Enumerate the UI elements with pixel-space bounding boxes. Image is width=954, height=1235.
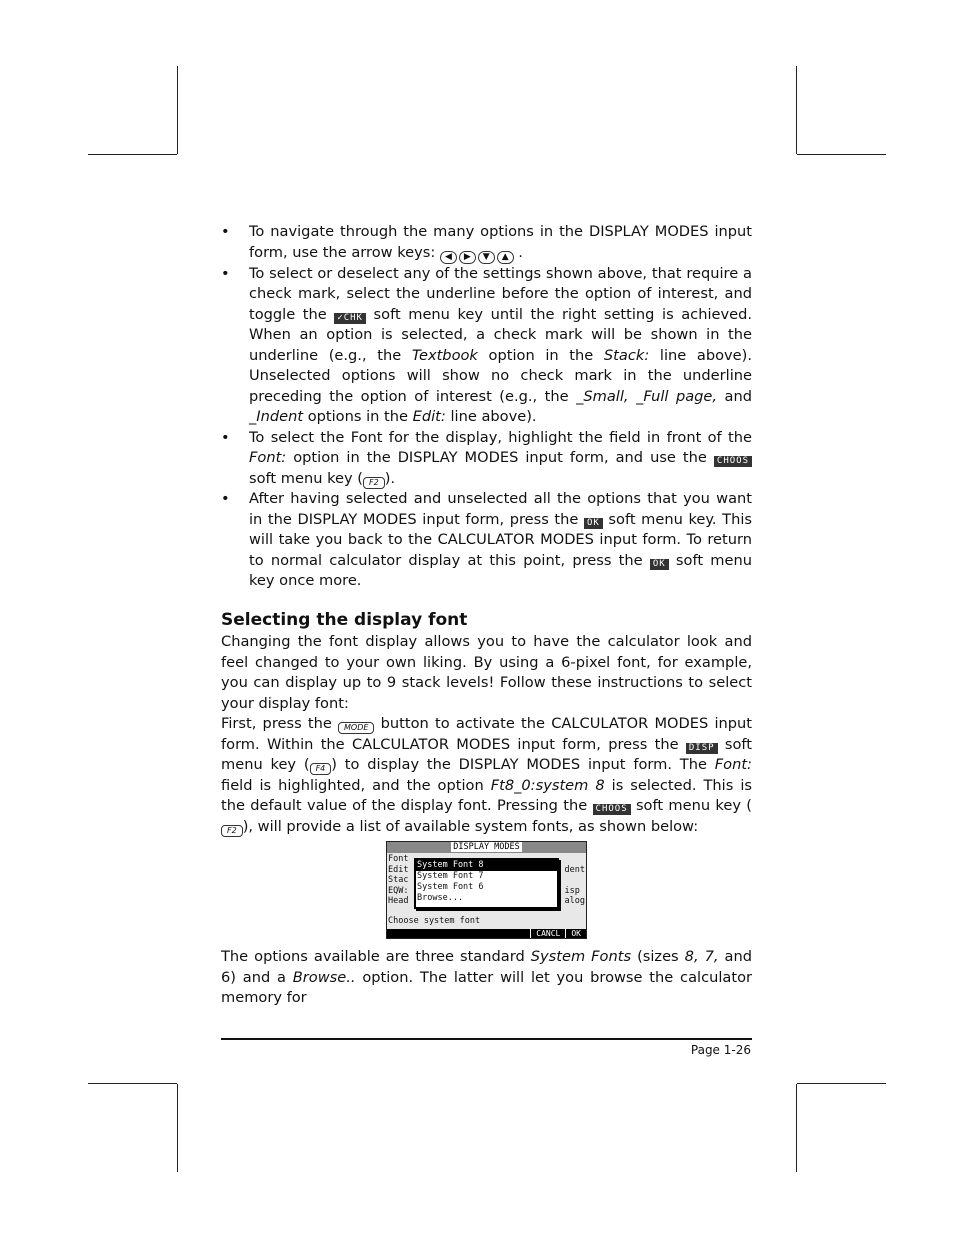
cancel-soft-key[interactable]: CANCL <box>530 929 565 938</box>
crop-mark-tr-v <box>796 66 797 154</box>
list-item: • After having selected and unselected all the options that you want in the DISPLAY MODES input form, press the OK soft menu key. This will take you back to the CALCULATOR MODES input form. To return to normal calculator display at this point, press the OK soft menu key once more. <box>221 489 752 592</box>
screen-label: alog <box>564 896 585 906</box>
f2-key-icon: F2 <box>363 477 385 489</box>
section-heading: Selecting the display font <box>221 609 468 630</box>
choos-soft-key-icon: CHOOS <box>593 804 631 815</box>
screen-label: dent <box>564 864 585 875</box>
screen-label <box>565 875 585 886</box>
font-option[interactable]: System Font 6 <box>417 882 484 892</box>
screen-prompt: Choose system font <box>388 916 481 926</box>
mode-key-icon: MODE <box>338 722 374 734</box>
list-item: • To navigate through the many options in the DISPLAY MODES input form, use the arrow keys: ◀ ▶ ▼ ▲ . <box>221 222 752 264</box>
list-item: • To select or deselect any of the settings shown above, that require a check mark, select the underline before the option of interest, and toggle the ✓CHK soft menu key until the right setting is achieved. When an option is selected, a check mark will be shown in the underline (e.g., the Textbook option in the Stack: line above). Unselected options will show no check mark in the underline preceding the option of interest (e.g., the _Small, _Full page, and _Indent options in the Edit: line above). <box>221 264 752 428</box>
footer-rule <box>221 1038 752 1040</box>
crop-mark-tr-h <box>797 154 886 155</box>
list-item: • To select the Font for the display, highlight the field in front of the Font: option in the DISPLAY MODES input form, and use the CHOOS soft menu key ( F2 ). <box>221 428 752 490</box>
page-number: Page 1-26 <box>690 1043 751 1057</box>
screen-soft-menu <box>387 929 586 938</box>
screen-label <box>565 854 585 865</box>
crop-mark-br-h <box>797 1083 886 1084</box>
crop-mark-br-v <box>796 1084 797 1172</box>
ok-soft-key[interactable]: OK <box>565 929 586 938</box>
chk-soft-key-icon: ✓CHK <box>334 313 366 324</box>
screen-title: DISPLAY MODES <box>387 842 586 853</box>
crop-mark-tl-h <box>88 154 177 155</box>
ok-soft-key-icon: OK <box>650 559 669 570</box>
down-arrow-key-icon: ▼ <box>478 251 495 264</box>
screen-label: isp <box>564 885 580 896</box>
paragraph-intro: Changing the font display allows you to have the calculator look and feel changed to your own liking. By using a 6-pixel font, for example, you can display up to 9 stack levels! Follow these instructions to select your display font: <box>221 633 752 712</box>
screen-right-labels <box>565 854 585 907</box>
crop-mark-bl-h <box>88 1083 177 1084</box>
ok-soft-key-icon: OK <box>584 518 603 529</box>
font-option[interactable]: Browse... <box>417 893 464 903</box>
font-option[interactable]: System Font 7 <box>417 871 484 881</box>
screen-label: Stac <box>388 875 409 885</box>
crop-mark-tl-v <box>177 66 178 154</box>
screen-label: Head <box>388 896 409 906</box>
crop-mark-bl-v <box>177 1084 178 1172</box>
paragraph-options: The options available are three standard System Fonts (sizes 8, 7, and 6) and a Browse.. option. The latter will let you browse the calculator memory for <box>221 948 752 1006</box>
screen-label: Font <box>388 854 409 864</box>
left-arrow-key-icon: ◀ <box>440 251 457 264</box>
f4-key-icon: F4 <box>310 763 332 775</box>
disp-soft-key-icon: DISP <box>686 743 718 754</box>
page-content <box>221 222 752 1009</box>
screen-label: EQW: <box>388 885 409 896</box>
paragraph-instructions: First, press the MODE button to activate the CALCULATOR MODES input form. Within the CALCULATOR MODES input form, press the DISP soft menu key ( F4 ) to display the DISPLAY MODES input form. The Font: field is highlighted, and the option Ft8_0:system 8 is selected. This is the default value of the display font. Pressing the CHOOS soft menu key (F2 ), will provide a list of available system fonts, as shown below: <box>221 715 752 835</box>
f2-key-icon: F2 <box>221 825 243 837</box>
choos-soft-key-icon: CHOOS <box>714 456 752 467</box>
screen-left-labels <box>388 854 408 907</box>
right-arrow-key-icon: ▶ <box>459 251 476 264</box>
font-option-selected[interactable]: System Font 8 <box>416 860 557 871</box>
font-choose-popup <box>414 858 559 909</box>
arrow-keys <box>440 251 514 264</box>
bullet-list <box>221 222 752 592</box>
screen-label: Edit <box>388 864 409 875</box>
calculator-screen <box>386 841 587 939</box>
up-arrow-key-icon: ▲ <box>497 251 514 264</box>
